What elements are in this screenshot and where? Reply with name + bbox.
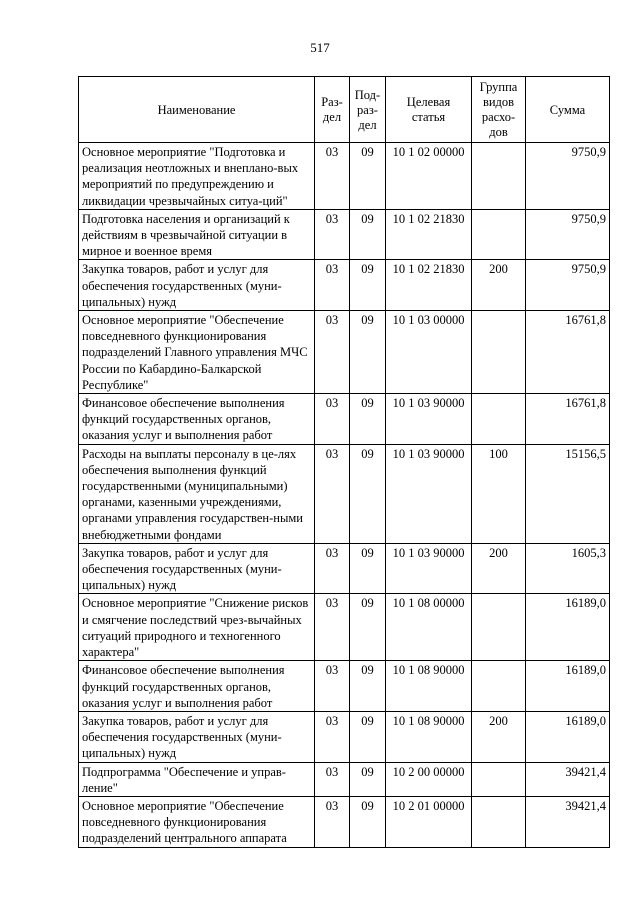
table-row [79, 594, 610, 661]
row-name-cell: Закупка товаров, работ и услуг для обеспечения государственных (муни-ципальных) нужд [79, 711, 315, 762]
row-target-cell: 10 1 03 00000 [386, 311, 472, 394]
table-row [79, 543, 610, 594]
row-target-cell: 10 2 00 00000 [386, 762, 472, 796]
row-target-cell: 10 1 02 21830 [386, 209, 472, 260]
row-group-cell [472, 594, 526, 661]
row-sum-cell: 16761,8 [526, 311, 610, 394]
row-name-cell: Основное мероприятие "Подготовка и реализация неотложных и внеплано-вых мероприятий по предупреждению и ликвидации чрезвычайных ситуа-ций" [79, 143, 315, 210]
row-name-cell: Основное мероприятие "Снижение рисков и смягчение последствий чрез-вычайных ситуаций природного и техногенного характера" [79, 594, 315, 661]
row-target-cell: 10 1 08 00000 [386, 594, 472, 661]
row-name-cell: Финансовое обеспечение выполнения функций государственных органов, оказания услуг и выполнения работ [79, 661, 315, 712]
row-name-cell: Закупка товаров, работ и услуг для обеспечения государственных (муни-ципальных) нужд [79, 543, 315, 594]
row-subsection-cell: 09 [350, 711, 386, 762]
row-target-cell: 10 1 03 90000 [386, 543, 472, 594]
row-subsection-cell: 09 [350, 762, 386, 796]
row-name-cell: Закупка товаров, работ и услуг для обеспечения государственных (муни-ципальных) нужд [79, 260, 315, 311]
row-group-cell: 200 [472, 260, 526, 311]
row-sum-cell: 16189,0 [526, 711, 610, 762]
row-target-cell: 10 1 03 90000 [386, 444, 472, 543]
table-row [79, 762, 610, 796]
table-row [79, 796, 610, 847]
table-row [79, 143, 610, 210]
row-sum-cell: 9750,9 [526, 260, 610, 311]
header-name: Наименование [79, 77, 315, 143]
row-section-cell: 03 [315, 311, 350, 394]
table-row [79, 260, 610, 311]
row-group-cell: 200 [472, 543, 526, 594]
row-section-cell: 03 [315, 260, 350, 311]
header-group: Группа видов расхо- дов [472, 77, 526, 143]
row-group-cell: 200 [472, 711, 526, 762]
header-sum: Сумма [526, 77, 610, 143]
row-subsection-cell: 09 [350, 661, 386, 712]
row-sum-cell: 15156,5 [526, 444, 610, 543]
row-section-cell: 03 [315, 711, 350, 762]
header-row [79, 77, 610, 143]
row-target-cell: 10 1 02 00000 [386, 143, 472, 210]
row-sum-cell: 16189,0 [526, 594, 610, 661]
row-section-cell: 03 [315, 543, 350, 594]
table-row [79, 394, 610, 445]
row-name-cell: Подпрограмма "Обеспечение и управ-ление" [79, 762, 315, 796]
table-row [79, 661, 610, 712]
row-name-cell: Подготовка населения и организаций к действиям в чрезвычайной ситуации в мирное и военное время [79, 209, 315, 260]
row-subsection-cell: 09 [350, 209, 386, 260]
row-section-cell: 03 [315, 661, 350, 712]
row-section-cell: 03 [315, 209, 350, 260]
table-row [79, 444, 610, 543]
table-body [79, 143, 610, 848]
page-number: 517 [310, 40, 330, 55]
row-group-cell [472, 209, 526, 260]
row-group-cell [472, 762, 526, 796]
row-name-cell: Основное мероприятие "Обеспечение повседневного функционирования подразделений Главного управления МЧС России по Кабардино-Балкарской Республике" [79, 311, 315, 394]
row-target-cell: 10 2 01 00000 [386, 796, 472, 847]
row-group-cell [472, 394, 526, 445]
row-section-cell: 03 [315, 594, 350, 661]
row-target-cell: 10 1 02 21830 [386, 260, 472, 311]
row-subsection-cell: 09 [350, 311, 386, 394]
row-subsection-cell: 09 [350, 143, 386, 210]
row-sum-cell: 16189,0 [526, 661, 610, 712]
row-section-cell: 03 [315, 796, 350, 847]
row-group-cell [472, 796, 526, 847]
header-subsection: Под- раз- дел [350, 77, 386, 143]
row-subsection-cell: 09 [350, 594, 386, 661]
row-sum-cell: 1605,3 [526, 543, 610, 594]
row-section-cell: 03 [315, 143, 350, 210]
row-group-cell [472, 661, 526, 712]
row-target-cell: 10 1 08 90000 [386, 711, 472, 762]
row-section-cell: 03 [315, 394, 350, 445]
table-row [79, 311, 610, 394]
row-subsection-cell: 09 [350, 543, 386, 594]
row-target-cell: 10 1 08 90000 [386, 661, 472, 712]
row-target-cell: 10 1 03 90000 [386, 394, 472, 445]
row-group-cell: 100 [472, 444, 526, 543]
row-sum-cell: 9750,9 [526, 209, 610, 260]
row-subsection-cell: 09 [350, 260, 386, 311]
row-name-cell: Основное мероприятие "Обеспечение повседневного функционирования подразделений центрального аппарата [79, 796, 315, 847]
row-sum-cell: 16761,8 [526, 394, 610, 445]
row-subsection-cell: 09 [350, 444, 386, 543]
row-name-cell: Финансовое обеспечение выполнения функций государственных органов, оказания услуг и выполнения работ [79, 394, 315, 445]
row-section-cell: 03 [315, 444, 350, 543]
header-target: Целевая статья [386, 77, 472, 143]
table-row [79, 209, 610, 260]
table-row [79, 711, 610, 762]
row-subsection-cell: 09 [350, 796, 386, 847]
row-section-cell: 03 [315, 762, 350, 796]
row-sum-cell: 39421,4 [526, 796, 610, 847]
row-sum-cell: 39421,4 [526, 762, 610, 796]
row-subsection-cell: 09 [350, 394, 386, 445]
header-section: Раз- дел [315, 77, 350, 143]
row-group-cell [472, 143, 526, 210]
row-name-cell: Расходы на выплаты персоналу в це-лях обеспечения выполнения функций государственными (муниципальными) органами, казенными учреждениями, органами управления государствен-ными внебюджетными фондами [79, 444, 315, 543]
row-sum-cell: 9750,9 [526, 143, 610, 210]
row-group-cell [472, 311, 526, 394]
budget-table [78, 76, 610, 848]
